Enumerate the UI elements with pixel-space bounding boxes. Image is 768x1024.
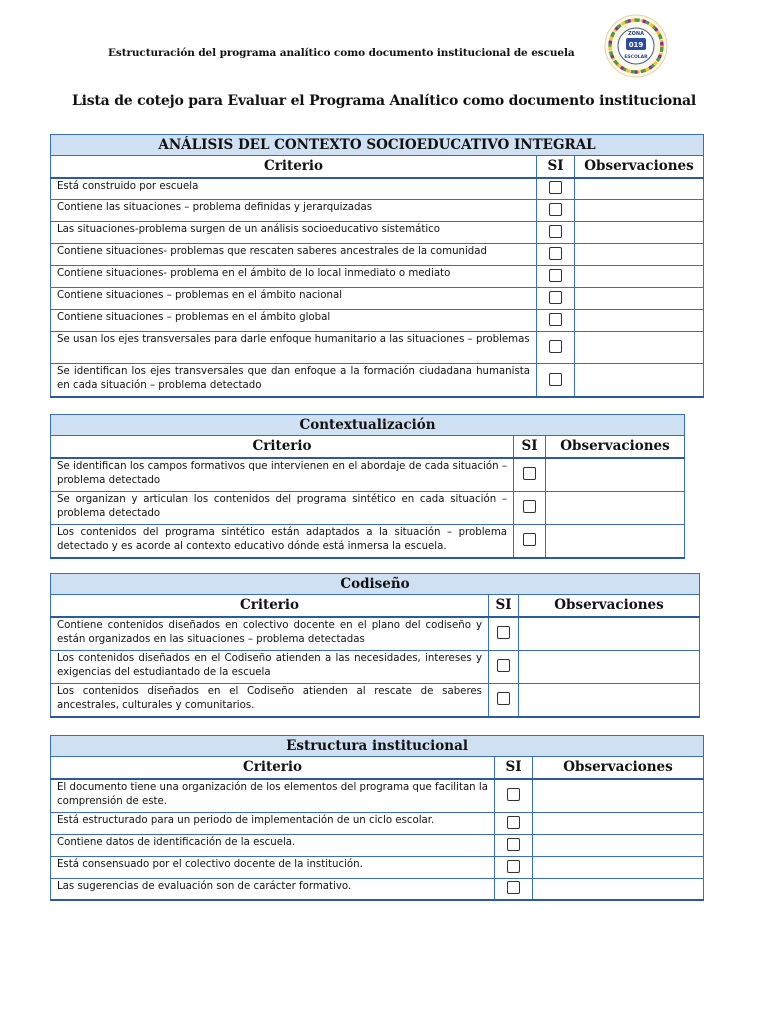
logo-text-top: ZONA <box>628 31 644 37</box>
observation-cell[interactable] <box>575 310 704 332</box>
section-title: Estructura institucional <box>51 736 704 757</box>
si-checkbox[interactable] <box>549 313 562 326</box>
observation-cell[interactable] <box>575 178 704 200</box>
criterion-text: Se usan los ejes transversales para darle enfoque humanitario a las situaciones – problemas <box>51 332 537 364</box>
si-checkbox[interactable] <box>497 692 510 705</box>
observation-cell[interactable] <box>533 878 704 900</box>
page-title: Lista de cotejo para Evaluar el Programa Analítico como documento institucional <box>71 93 697 109</box>
observation-cell[interactable] <box>575 332 704 364</box>
si-checkbox[interactable] <box>497 659 510 672</box>
si-checkbox[interactable] <box>549 225 562 238</box>
criterion-text: Se identifican los ejes transversales que dan enfoque a la formación ciudadana humanista en cada situación – problema detectado <box>51 364 537 398</box>
column-header-criterio: Criterio <box>51 757 495 779</box>
si-checkbox[interactable] <box>523 533 536 546</box>
criterion-text: Los contenidos del programa sintético están adaptados a la situación – problema detectado y es acorde al contexto educativo dónde está inmersa la escuela. <box>51 524 514 558</box>
table-row <box>51 779 704 813</box>
column-header-observaciones: Observaciones <box>575 156 704 178</box>
school-zone-logo <box>604 14 668 78</box>
table-row <box>51 222 704 244</box>
column-header-observaciones: Observaciones <box>533 757 704 779</box>
column-header-criterio: Criterio <box>51 595 489 617</box>
observation-cell[interactable] <box>546 524 685 558</box>
column-header-observaciones: Observaciones <box>519 595 700 617</box>
si-checkbox[interactable] <box>507 838 520 851</box>
logo-text-bottom: ESCOLAR <box>624 55 648 60</box>
table-row <box>51 332 704 364</box>
observation-cell[interactable] <box>533 834 704 856</box>
table-row <box>51 617 700 651</box>
observation-cell[interactable] <box>575 244 704 266</box>
section-title: ANÁLISIS DEL CONTEXTO SOCIOEDUCATIVO INTEGRAL <box>51 135 704 156</box>
section-title: Contextualización <box>51 415 685 436</box>
criterion-text: Se organizan y articulan los contenidos del programa sintético en cada situación – problema detectado <box>51 491 514 524</box>
si-checkbox[interactable] <box>549 373 562 386</box>
si-checkbox[interactable] <box>497 626 510 639</box>
table-row <box>51 200 704 222</box>
criterion-text: Los contenidos diseñados en el Codiseño atienden al rescate de saberes ancestrales, culturales y comunitarios. <box>51 683 489 717</box>
table-row <box>51 178 704 200</box>
table-row <box>51 244 704 266</box>
criterion-text: Contiene situaciones – problemas en el ámbito nacional <box>51 288 537 310</box>
table-row <box>51 812 704 834</box>
criterion-text: El documento tiene una organización de los elementos del programa que facilitan la comprensión de este. <box>51 779 495 813</box>
si-checkbox[interactable] <box>523 500 536 513</box>
checklist-table-contextualizacion <box>50 414 685 559</box>
section-title: Codiseño <box>51 574 700 595</box>
table-row <box>51 856 704 878</box>
si-checkbox[interactable] <box>549 247 562 260</box>
si-checkbox[interactable] <box>549 269 562 282</box>
observation-cell[interactable] <box>533 779 704 813</box>
table-row <box>51 524 685 558</box>
observation-cell[interactable] <box>575 288 704 310</box>
column-header-criterio: Criterio <box>51 156 537 178</box>
si-checkbox[interactable] <box>507 881 520 894</box>
table-row <box>51 834 704 856</box>
observation-cell[interactable] <box>546 491 685 524</box>
criterion-text: Los contenidos diseñados en el Codiseño atienden a las necesidades, intereses y exigencias del estudiantado de la escuela <box>51 650 489 683</box>
column-header-observaciones: Observaciones <box>546 436 685 458</box>
criterion-text: Las situaciones-problema surgen de un análisis socioeducativo sistemático <box>51 222 537 244</box>
si-checkbox[interactable] <box>549 181 562 194</box>
observation-cell[interactable] <box>533 812 704 834</box>
table-row <box>51 364 704 398</box>
table-row <box>51 266 704 288</box>
criterion-text: Las sugerencias de evaluación son de carácter formativo. <box>51 878 495 900</box>
column-header-si: SI <box>489 595 519 617</box>
si-checkbox[interactable] <box>523 467 536 480</box>
column-header-criterio: Criterio <box>51 436 514 458</box>
observation-cell[interactable] <box>519 617 700 651</box>
observation-cell[interactable] <box>575 222 704 244</box>
si-checkbox[interactable] <box>507 788 520 801</box>
observation-cell[interactable] <box>575 200 704 222</box>
logo-number: 019 <box>628 41 644 49</box>
criterion-text: Contiene situaciones- problemas que rescaten saberes ancestrales de la comunidad <box>51 244 537 266</box>
si-checkbox[interactable] <box>507 860 520 873</box>
criterion-text: Está consensuado por el colectivo docente de la institución. <box>51 856 495 878</box>
table-row <box>51 310 704 332</box>
observation-cell[interactable] <box>533 856 704 878</box>
checklist-table-estructura-institucional <box>50 735 704 901</box>
criterion-text: Se identifican los campos formativos que intervienen en el abordaje de cada situación – problema detectado <box>51 458 514 492</box>
table-row <box>51 878 704 900</box>
si-checkbox[interactable] <box>507 816 520 829</box>
criterion-text: Contiene contenidos diseñados en colectivo docente en el plano del codiseño y están organizados en las situaciones – problema detectadas <box>51 617 489 651</box>
table-row <box>51 491 685 524</box>
si-checkbox[interactable] <box>549 340 562 353</box>
table-row <box>51 288 704 310</box>
observation-cell[interactable] <box>575 364 704 398</box>
criterion-text: Contiene las situaciones – problema definidas y jerarquizadas <box>51 200 537 222</box>
observation-cell[interactable] <box>575 266 704 288</box>
si-checkbox[interactable] <box>549 203 562 216</box>
criterion-text: Está estructurado para un periodo de implementación de un ciclo escolar. <box>51 812 495 834</box>
table-row <box>51 683 700 717</box>
document-header-title: Estructuración del programa analítico como documento institucional de escuela <box>108 47 575 59</box>
criterion-text: Contiene situaciones- problema en el ámbito de lo local inmediato o mediato <box>51 266 537 288</box>
observation-cell[interactable] <box>519 683 700 717</box>
criterion-text: Contiene situaciones – problemas en el ámbito global <box>51 310 537 332</box>
table-row <box>51 650 700 683</box>
checklist-table-context-analysis <box>50 134 704 398</box>
observation-cell[interactable] <box>519 650 700 683</box>
table-row <box>51 458 685 492</box>
si-checkbox[interactable] <box>549 291 562 304</box>
column-header-si: SI <box>514 436 546 458</box>
criterion-text: Contiene datos de identificación de la escuela. <box>51 834 495 856</box>
observation-cell[interactable] <box>546 458 685 492</box>
criterion-text: Está construido por escuela <box>51 178 537 200</box>
column-header-si: SI <box>537 156 575 178</box>
column-header-si: SI <box>495 757 533 779</box>
checklist-table-codiseno <box>50 573 700 718</box>
